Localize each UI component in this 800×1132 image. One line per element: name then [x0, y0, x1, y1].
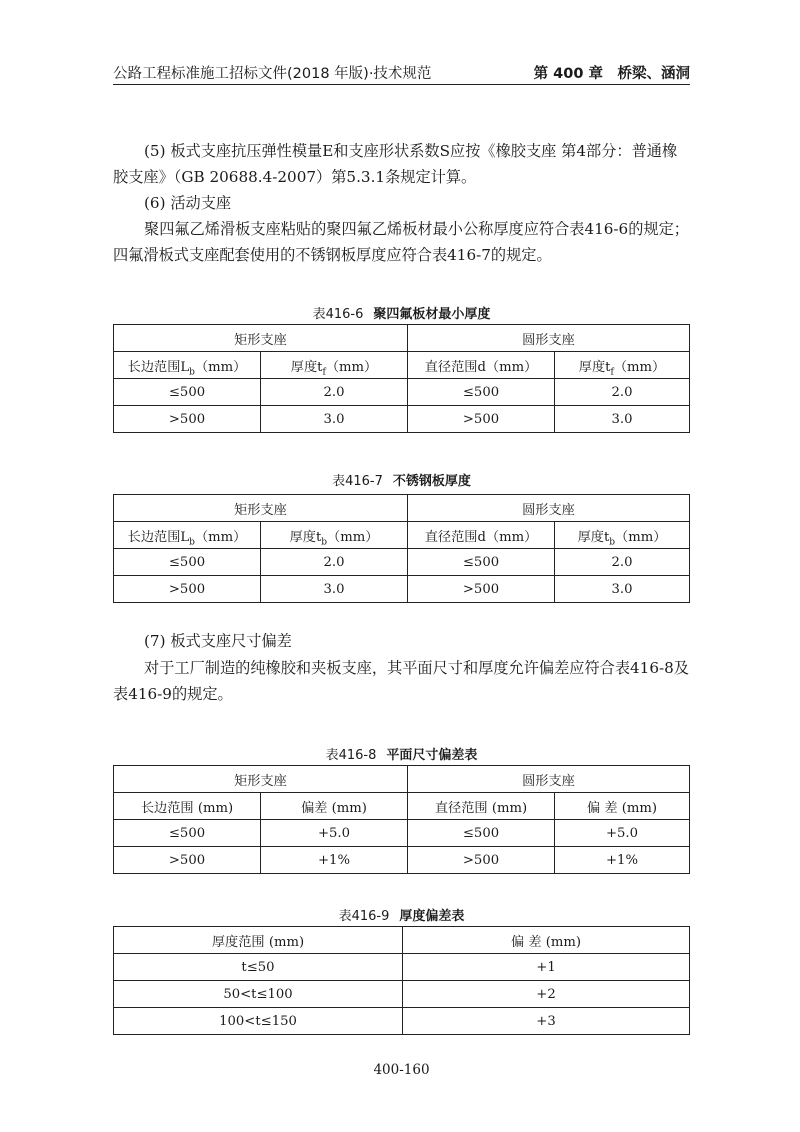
col-header-diameter: 直径范围d（mm） [408, 352, 555, 379]
table-row [114, 954, 690, 981]
table-cell: >500 [114, 847, 261, 874]
table-416-9-caption [113, 905, 690, 924]
table-416-6-caption [113, 303, 690, 322]
table-header-row [114, 927, 690, 954]
table-416-7-caption [113, 470, 690, 489]
table-cell: +1% [555, 847, 690, 874]
table-cell: +1 [403, 954, 690, 981]
col-header-thickness: 厚度$t_b(mm)$ [261, 522, 408, 549]
caption-number: 表416-6 [312, 307, 364, 322]
table-group-row [114, 325, 690, 352]
paragraph-7-body: 对于工厂制造的纯橡胶和夹板支座，其平面尺寸和厚度允许偏差应符合表416-8及表416-9的规定。 [113, 659, 689, 703]
table-cell: >500 [408, 847, 555, 874]
group-round: 圆形支座 [408, 766, 690, 793]
group-rect: 矩形支座 [114, 325, 408, 352]
header-rule [113, 84, 690, 85]
col-header-thickness: 厚度$t_f(mm)$ [261, 352, 408, 379]
col-header-thickness-range: 厚度范围 (mm) [114, 927, 403, 954]
paragraph-6-title: (6) 活动支座 [144, 194, 232, 212]
table-416-7 [113, 494, 690, 603]
table-cell: >500 [408, 576, 555, 603]
table-cell: 2.0 [261, 549, 408, 576]
table-cell: 3.0 [261, 576, 408, 603]
table-header-row [114, 522, 690, 549]
table-cell: ≤500 [114, 549, 261, 576]
table-cell: ≤500 [114, 379, 261, 406]
table-row [114, 379, 690, 406]
paragraph-7-title: (7) 板式支座尺寸偏差 [144, 632, 292, 650]
group-round: 圆形支座 [408, 325, 690, 352]
table-cell: 2.0 [555, 379, 690, 406]
table-cell: ≤500 [114, 820, 261, 847]
caption-title: 不锈钢板厚度 [392, 474, 471, 489]
caption-title: 平面尺寸偏差表 [386, 748, 478, 763]
table-row [114, 981, 690, 1008]
table-cell: 100<t≤150 [114, 1008, 403, 1035]
table-cell: 3.0 [555, 406, 690, 433]
table-cell: t≤50 [114, 954, 403, 981]
group-rect: 矩形支座 [114, 495, 408, 522]
col-header-long-side: 长边范围 (mm) [114, 793, 261, 820]
header-document-title: 公路工程标准施工招标文件(2018 年版)·技术规范 [113, 66, 432, 82]
caption-title: 聚四氟板材最小厚度 [373, 307, 491, 322]
table-cell: +3 [403, 1008, 690, 1035]
table-cell: ≤500 [408, 820, 555, 847]
table-cell: 50<t≤100 [114, 981, 403, 1008]
table-cell: >500 [114, 576, 261, 603]
page-header [113, 62, 690, 84]
table-header-row [114, 793, 690, 820]
table-group-row [114, 495, 690, 522]
table-cell: >500 [114, 406, 261, 433]
table-cell: 2.0 [261, 379, 408, 406]
table-cell: >500 [408, 406, 555, 433]
table-cell: +1% [261, 847, 408, 874]
table-416-9 [113, 926, 690, 1035]
table-cell: 3.0 [261, 406, 408, 433]
col-header-long-side: 长边范围$L_b(mm)$ [114, 522, 261, 549]
group-round: 圆形支座 [408, 495, 690, 522]
paragraph-6-body: 聚四氟乙烯滑板支座粘贴的聚四氟乙烯板材最小公称厚度应符合表416-6的规定；四氟滑板式支座配套使用的不锈钢板厚度应符合表416-7的规定。 [113, 220, 689, 264]
header-chapter-title: 第 400 章 桥梁、涵洞 [533, 66, 690, 82]
table-cell: +5.0 [555, 820, 690, 847]
caption-number: 表416-7 [332, 474, 383, 489]
col-header-thickness: 厚度$t_f(mm)$ [555, 352, 690, 379]
caption-number: 表416-9 [338, 909, 390, 924]
page-number: 400-160 [373, 1062, 430, 1078]
col-header-diameter: 直径范围 (mm) [408, 793, 555, 820]
table-header-row [114, 352, 690, 379]
table-row [114, 406, 690, 433]
table-row [114, 549, 690, 576]
table-416-8-caption [113, 744, 690, 763]
table-group-row [114, 766, 690, 793]
table-cell: 2.0 [555, 549, 690, 576]
col-header-deviation: 偏差 (mm) [261, 793, 408, 820]
caption-title: 厚度偏差表 [399, 909, 465, 924]
table-cell: +2 [403, 981, 690, 1008]
table-416-8 [113, 765, 690, 874]
col-header-long-side: 长边范围$L_b(mm)$ [114, 352, 261, 379]
caption-number: 表416-8 [325, 748, 377, 763]
col-header-deviation: 偏 差 (mm) [555, 793, 690, 820]
group-rect: 矩形支座 [114, 766, 408, 793]
table-row [114, 847, 690, 874]
table-row [114, 576, 690, 603]
table-cell: +5.0 [261, 820, 408, 847]
table-416-6 [113, 324, 690, 433]
paragraph-5: (5) 板式支座抗压弹性模量E和支座形状系数S应按《橡胶支座 第4部分：普通橡胶支座》（GB 20688.4-2007）第5.3.1条规定计算。 [113, 142, 678, 186]
table-row [114, 1008, 690, 1035]
table-cell: ≤500 [408, 379, 555, 406]
col-header-deviation: 偏 差 (mm) [403, 927, 690, 954]
table-cell: ≤500 [408, 549, 555, 576]
table-row [114, 820, 690, 847]
col-header-diameter: 直径范围d（mm） [408, 522, 555, 549]
col-header-thickness: 厚度$t_b(mm)$ [555, 522, 690, 549]
table-cell: 3.0 [555, 576, 690, 603]
